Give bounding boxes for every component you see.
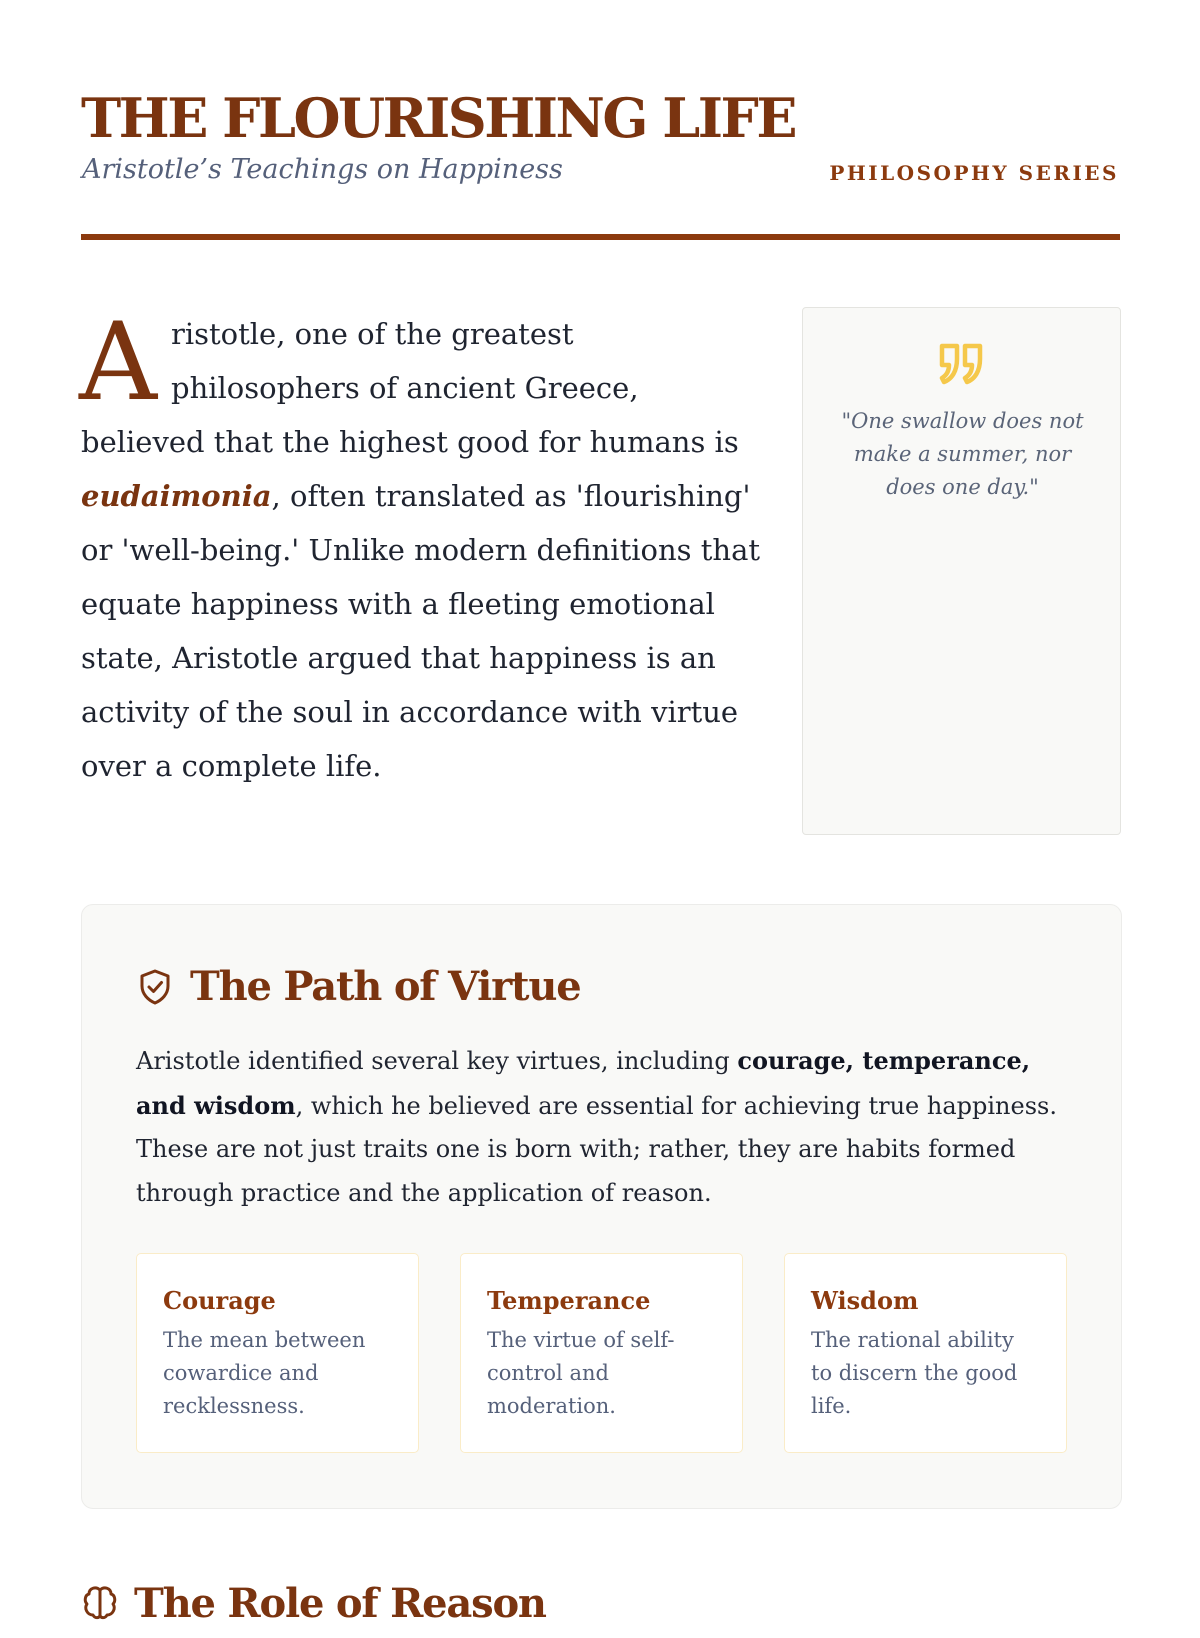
virtue-card-title: Courage bbox=[163, 1286, 276, 1315]
quote-text: "One swallow does not make a summer, nor does one day." bbox=[841, 409, 1084, 499]
section-heading-reason: The Role of Reason bbox=[134, 1580, 546, 1627]
virtue-card-description: The virtue of self-control and moderation. bbox=[487, 1328, 675, 1418]
virtue-body-before: Aristotle identified several key virtues, including bbox=[136, 1047, 738, 1075]
intro-term: eudaimonia bbox=[81, 479, 272, 513]
quote-card bbox=[802, 307, 1121, 835]
virtue-body bbox=[136, 1039, 1076, 1215]
quote-icon bbox=[938, 340, 986, 388]
virtue-card-title: Wisdom bbox=[811, 1286, 919, 1315]
page-subtitle: Aristotle’s Teachings on Happiness bbox=[82, 154, 563, 185]
virtue-body-bold: courage, temperance, and wisdom bbox=[136, 1046, 1031, 1120]
virtue-card-title: Temperance bbox=[487, 1286, 651, 1315]
intro-text-before: ristotle, one of the greatest philosophers of ancient Greece, believed that the highest good for humans is bbox=[81, 317, 739, 459]
intro-paragraph bbox=[79, 300, 761, 793]
virtue-body-after: , which he believed are essential for achieving true happiness. These are not just traits one is born with; rather, they are habits formed through practice and the application of reason. bbox=[136, 1091, 1057, 1207]
virtue-card-temperance bbox=[460, 1253, 743, 1453]
intro-text-after: , often translated as 'flourishing' or 'well-being.' Unlike modern definitions that equate happiness with a fleeting emotional state, Aristotle argued that happiness is an activity of the soul in accordance with virtue over a complete life. bbox=[81, 479, 761, 783]
virtue-section bbox=[81, 904, 1122, 1509]
virtue-card-courage bbox=[136, 1253, 419, 1453]
brain-icon bbox=[81, 1584, 119, 1622]
virtue-card-description: The rational ability to discern the good life. bbox=[811, 1328, 1018, 1418]
series-label: PHILOSOPHY SERIES bbox=[829, 161, 1119, 185]
section-heading-virtue: The Path of Virtue bbox=[190, 963, 581, 1010]
drop-cap: A bbox=[79, 300, 157, 425]
virtue-card-wisdom bbox=[784, 1253, 1067, 1453]
page-header bbox=[81, 84, 1120, 240]
page-title: THE FLOURISHING LIFE bbox=[81, 86, 796, 150]
shield-check-icon bbox=[136, 968, 174, 1006]
virtue-card-description: The mean between cowardice and recklessness. bbox=[163, 1328, 366, 1418]
